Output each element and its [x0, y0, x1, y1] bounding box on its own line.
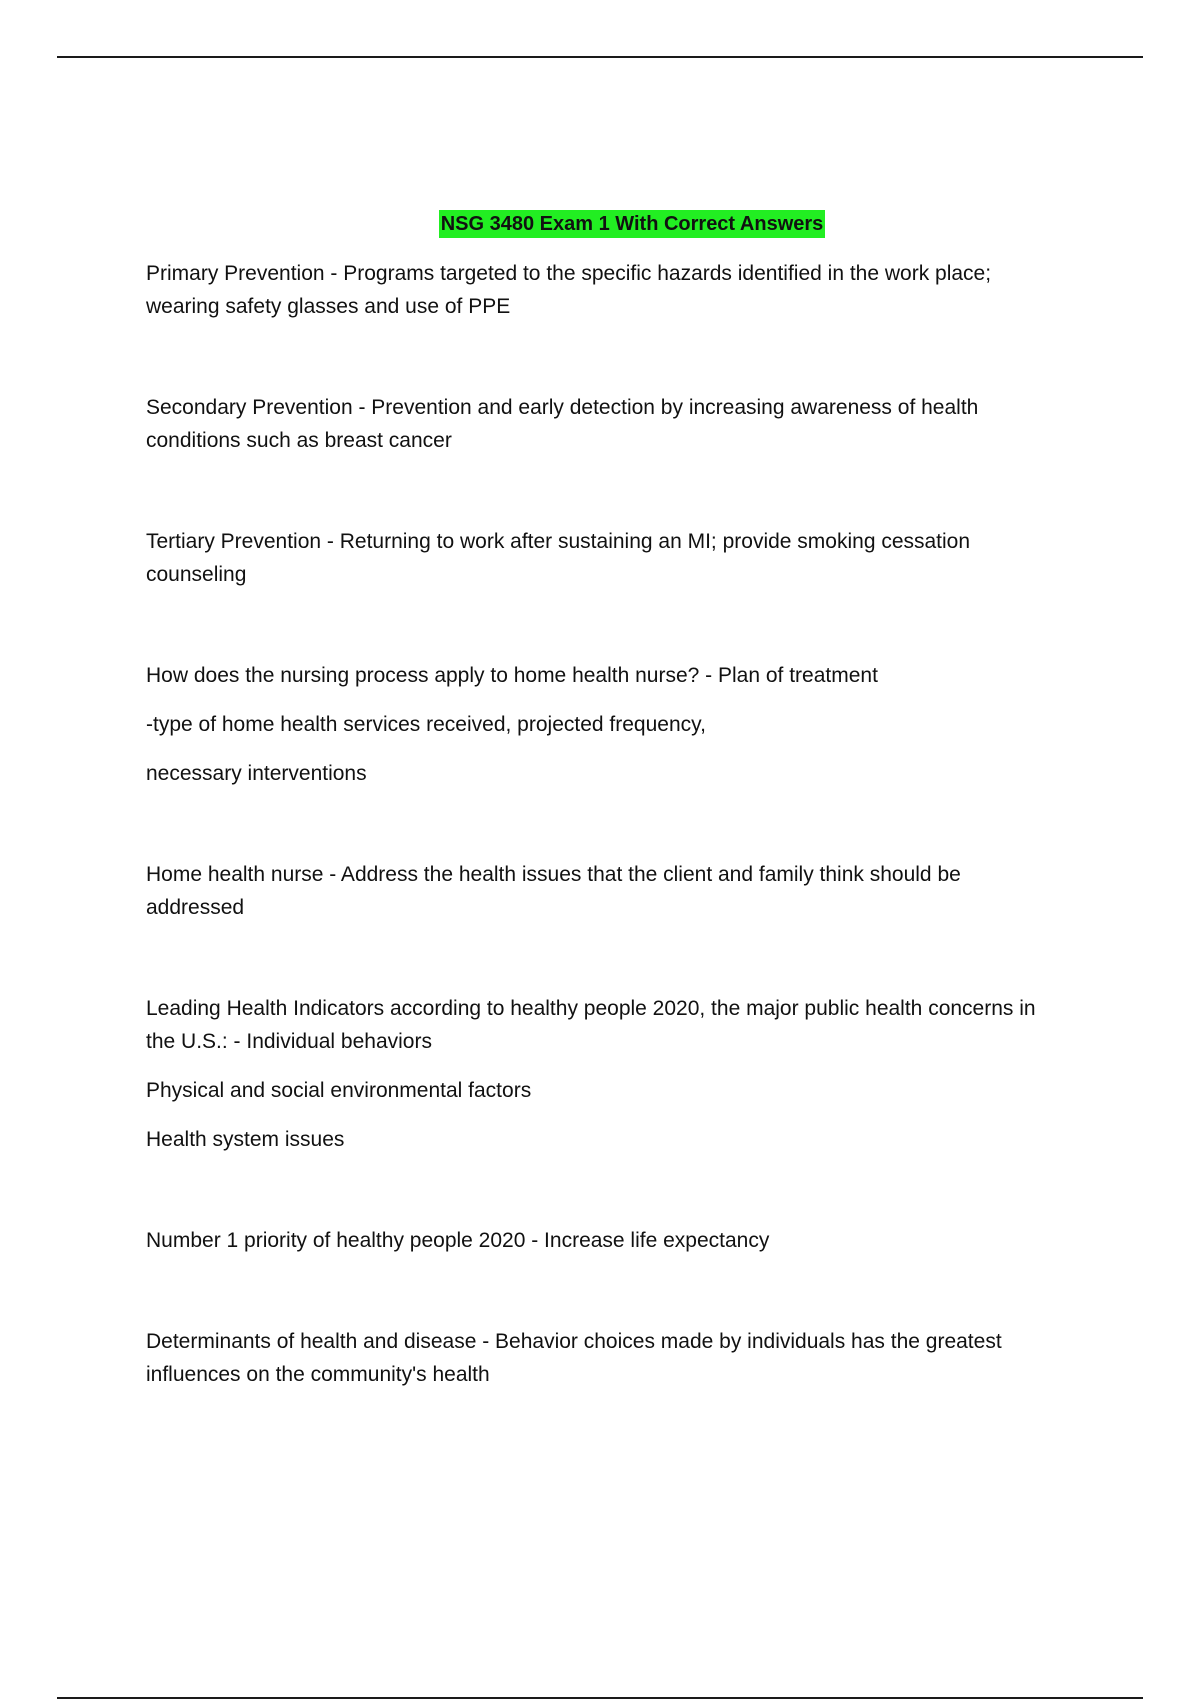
entry-line: How does the nursing process apply to home health nurse? - Plan of treatment	[146, 664, 878, 687]
entry-line: Secondary Prevention - Prevention and early detection by increasing awareness of health	[146, 396, 979, 419]
qa-entry-nursing-process	[146, 659, 1096, 790]
entry-line: Primary Prevention - Programs targeted to the specific hazards identified in the work place;	[146, 262, 992, 285]
qa-entry-number-1-priority	[146, 1224, 1096, 1257]
qa-entry-secondary-prevention	[146, 391, 1096, 457]
bottom-rule	[57, 1697, 1143, 1699]
qa-entry-home-health-nurse	[146, 858, 1096, 924]
entry-line: Determinants of health and disease - Behavior choices made by individuals has the greatest	[146, 1330, 1002, 1353]
qa-entry-leading-health-indicators	[146, 992, 1096, 1156]
entry-line: counseling	[146, 563, 247, 586]
entry-line: addressed	[146, 896, 245, 919]
qa-entry-determinants-of-health	[146, 1325, 1096, 1391]
document-title: NSG 3480 Exam 1 With Correct Answers	[439, 210, 826, 238]
entry-extra-line: -type of home health services received, projected frequency,	[146, 713, 706, 736]
top-rule	[57, 56, 1143, 58]
qa-entry-tertiary-prevention	[146, 525, 1096, 591]
entry-line: Leading Health Indicators according to healthy people 2020, the major public health concerns in	[146, 997, 1036, 1020]
title-container	[146, 210, 1096, 241]
entry-line: the U.S.: - Individual behaviors	[146, 1030, 432, 1053]
qa-entry-primary-prevention	[146, 257, 1096, 323]
entry-extra-line: Health system issues	[146, 1128, 345, 1151]
entry-line: Home health nurse - Address the health issues that the client and family think should be	[146, 863, 961, 886]
entry-extra-line: Physical and social environmental factors	[146, 1079, 532, 1102]
entry-line: conditions such as breast cancer	[146, 429, 452, 452]
entry-line: influences on the community's health	[146, 1363, 490, 1386]
document-page	[146, 210, 1096, 1391]
entry-line: Number 1 priority of healthy people 2020 - Increase life expectancy	[146, 1229, 770, 1252]
entry-extra-line: necessary interventions	[146, 762, 367, 785]
entry-line: Tertiary Prevention - Returning to work after sustaining an MI; provide smoking cessation	[146, 530, 971, 553]
entry-line: wearing safety glasses and use of PPE	[146, 295, 511, 318]
